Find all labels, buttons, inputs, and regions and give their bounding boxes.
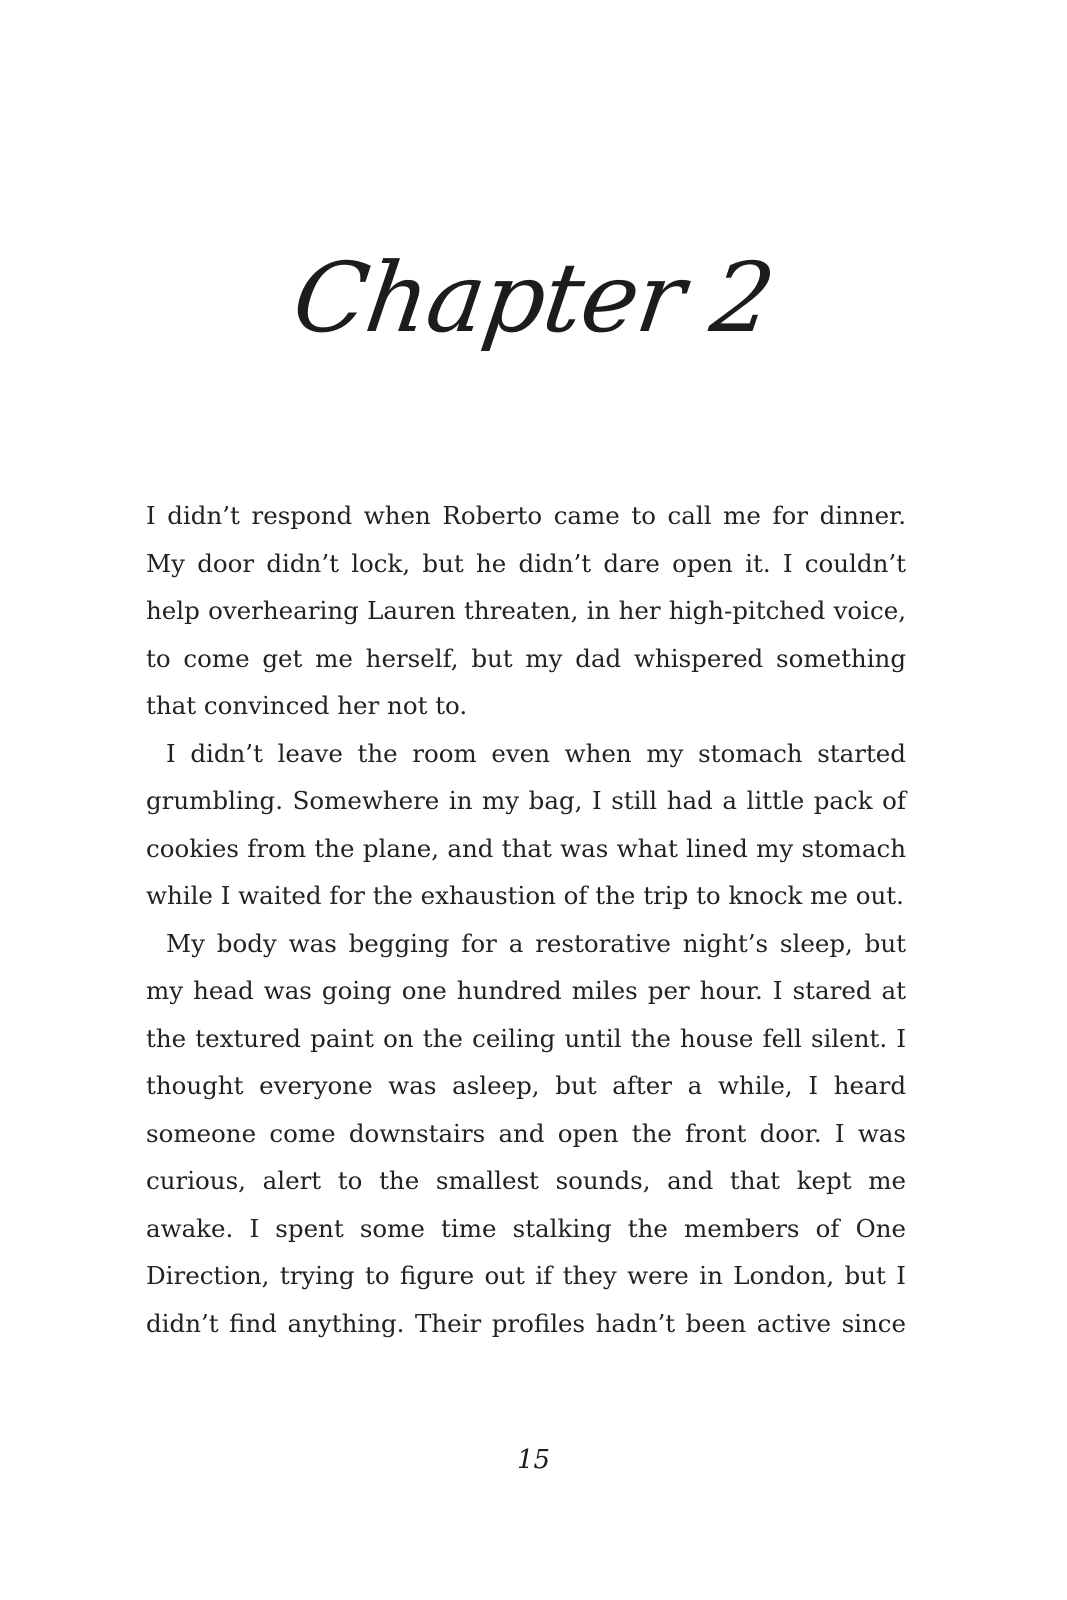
paragraph-1: I didn’t respond when Roberto came to call me for dinner. My door didn’t lock, but he didn’t dare open it. I couldn’t help overhearing Lauren threaten, in her high-pitched voice, to come get me herself, but my dad whispered something that convinced her not to. — [146, 501, 906, 720]
chapter-body — [146, 492, 906, 1347]
page-number: 15 — [516, 1445, 551, 1475]
chapter-title: Chapter 2 — [286, 242, 781, 354]
paragraph-2: I didn’t leave the room even when my stomach started grumbling. Somewhere in my bag, I still had a little pack of cookies from the plane, and that was what lined my stomach while I waited for the exhaustion of the trip to knock me out. — [146, 738, 906, 910]
paragraph-3: My body was begging for a restorative night’s sleep, but my head was going one hundred miles per hour. I stared at the textured paint on the ceiling until the house fell silent. I thought everyone was asleep, but after a while, I heard someone come downstairs and open the front door. I was curious, alert to the smallest sounds, and that kept me awake. I spent some time stalking the members of One Direction, trying to figure out if they were in London, but I didn’t find anything. Their profiles hadn’t been active since — [146, 928, 906, 1338]
